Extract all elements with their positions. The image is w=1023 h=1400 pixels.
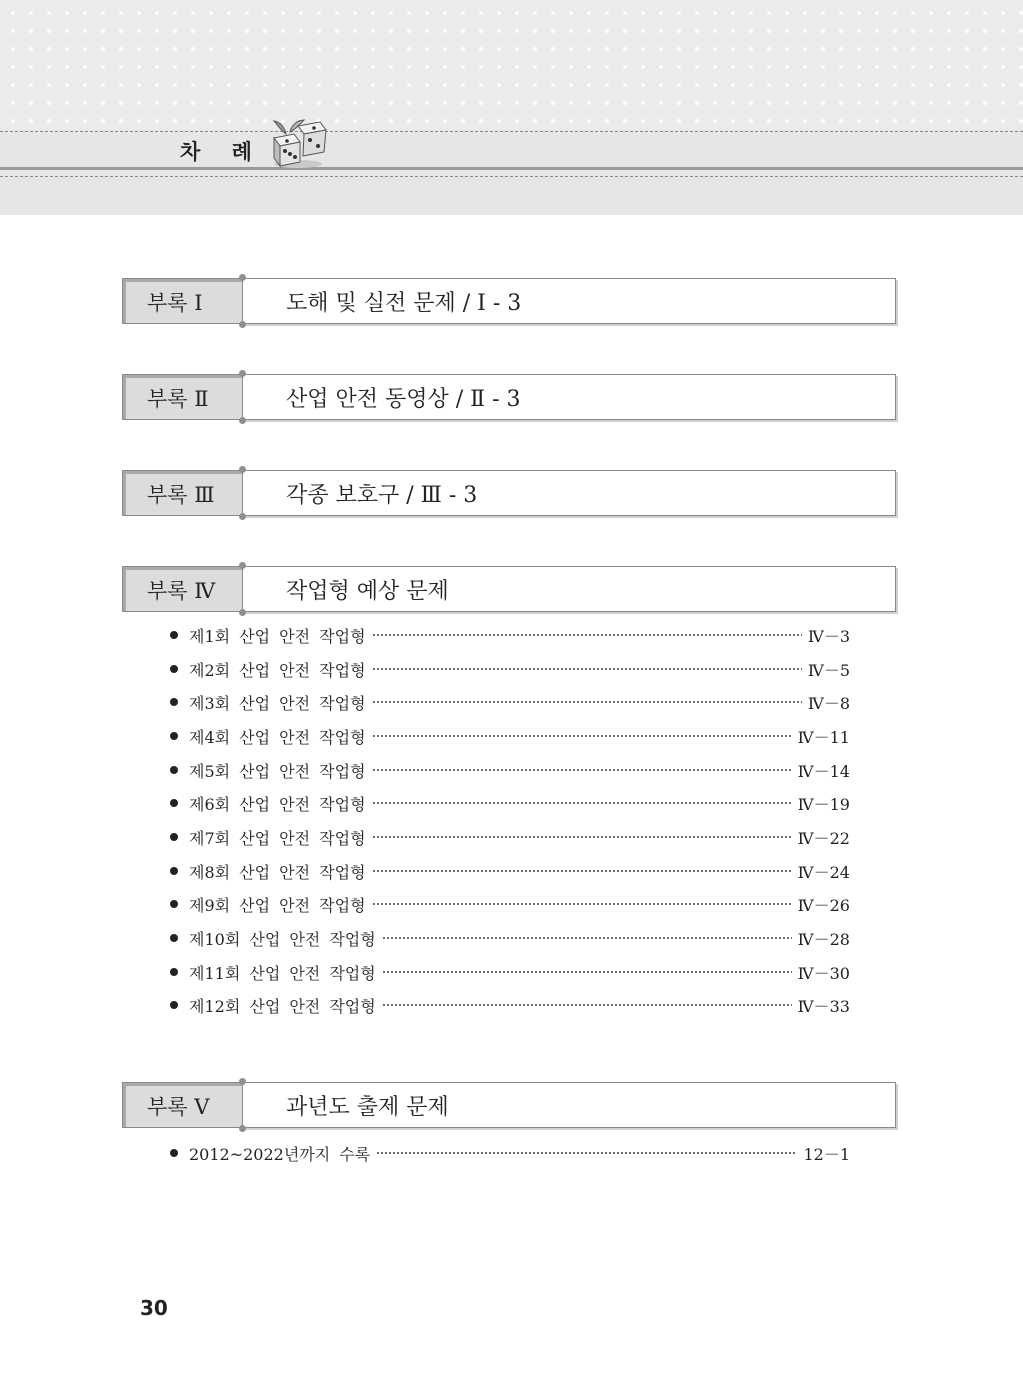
dice-sprout-icon [268,116,330,170]
section-title: 작업형 예상 문제 [286,579,449,604]
entry-page: Ⅳ－24 [797,862,850,882]
connector-dot [239,466,246,473]
toc-entry[interactable] [170,791,850,815]
entry-page: Ⅳ－22 [797,828,850,848]
entry-page: Ⅳ－26 [797,895,850,915]
entry-title: 제9회 산업 안전 작업형 [189,895,366,915]
toc-entry[interactable] [170,892,850,916]
section-label: 부록 Ⅰ [122,278,242,324]
entry-page: Ⅳ－19 [797,794,850,814]
connector-dot [239,513,246,520]
entry-page: Ⅳ－33 [797,996,850,1016]
connector-dot [239,562,246,569]
section-label: 부록 Ⅱ [122,374,242,420]
section-title-box [242,374,896,420]
section-title-box [242,566,896,612]
toc-entry[interactable] [170,825,850,849]
entry-title: 제4회 산업 안전 작업형 [189,727,366,747]
dot-leader [372,870,792,872]
header-dashed-rule-bottom [0,176,1023,177]
dot-leader [372,701,802,703]
entry-title: 제3회 산업 안전 작업형 [189,693,366,713]
entry-title: 제1회 산업 안전 작업형 [189,626,366,646]
entry-title: 제5회 산업 안전 작업형 [189,761,366,781]
dot-leader [382,937,792,939]
dot-leader [372,769,792,771]
toc-entry[interactable] [170,859,850,883]
appendix-1-section [122,278,896,324]
connector-dot [239,1125,246,1132]
toc-entry[interactable] [170,758,850,782]
page-number: 30 [140,1296,168,1320]
page-header [0,0,1023,215]
toc-entry[interactable] [170,657,850,681]
bullet-icon [170,867,178,875]
dot-leader [372,668,802,670]
connector-dot [239,370,246,377]
toc-entry[interactable] [170,690,850,714]
dot-leader [382,1004,792,1006]
section-label: 부록 Ⅲ [122,470,242,516]
toc-heading: 차 례 [180,140,264,164]
bullet-icon [170,665,178,673]
connector-dot [239,321,246,328]
bullet-icon [170,631,178,639]
toc-entry[interactable] [170,993,850,1017]
appendix-4-section [122,566,896,612]
bullet-icon [170,900,178,908]
entry-page: Ⅳ－5 [807,660,850,680]
entry-page: Ⅳ－30 [797,963,850,983]
section-title: 과년도 출제 문제 [286,1095,449,1120]
entry-title: 제12회 산업 안전 작업형 [189,996,376,1016]
bullet-icon [170,799,178,807]
section-title: 산업 안전 동영상 / Ⅱ - 3 [286,387,521,412]
toc-entry[interactable] [170,1141,850,1165]
appendix-5-section [122,1082,896,1128]
bullet-icon [170,968,178,976]
bullet-icon [170,766,178,774]
bullet-icon [170,1149,178,1157]
dot-leader [372,903,792,905]
entry-title: 제8회 산업 안전 작업형 [189,862,366,882]
section-title: 도해 및 실전 문제 / Ⅰ - 3 [286,291,522,316]
dot-leader [372,802,792,804]
entry-page: 12－1 [803,1144,850,1164]
toc-entry[interactable] [170,724,850,748]
dot-leader [372,836,792,838]
entry-page: Ⅳ－11 [797,727,850,747]
header-solid-rule [0,167,1023,170]
bullet-icon [170,833,178,841]
section-label: 부록 Ⅳ [122,566,242,612]
connector-dot [239,417,246,424]
bullet-icon [170,1001,178,1009]
entry-title: 제2회 산업 안전 작업형 [189,660,366,680]
section-title-box [242,278,896,324]
entry-title: 제11회 산업 안전 작업형 [189,963,376,983]
section-title-box [242,1082,896,1128]
appendix-3-section [122,470,896,516]
toc-entry[interactable] [170,623,850,647]
section-title-box [242,470,896,516]
toc-entry[interactable] [170,926,850,950]
section-label: 부록 Ⅴ [122,1082,242,1128]
bullet-icon [170,934,178,942]
entry-title: 제7회 산업 안전 작업형 [189,828,366,848]
entry-title: 2012~2022년까지 수록 [189,1144,371,1164]
dot-leader [372,634,802,636]
dot-leader [372,735,792,737]
entry-page: Ⅳ－3 [807,626,850,646]
bullet-icon [170,698,178,706]
connector-dot [239,609,246,616]
header-band [0,130,1023,215]
dot-leader [382,971,792,973]
connector-dot [239,1078,246,1085]
connector-dot [239,274,246,281]
appendix-2-section [122,374,896,420]
dot-leader [376,1152,797,1154]
entry-page: Ⅳ－28 [797,929,850,949]
header-dashed-rule-top [0,131,1023,132]
toc-entry[interactable] [170,960,850,984]
entry-page: Ⅳ－14 [797,761,850,781]
entry-title: 제10회 산업 안전 작업형 [189,929,376,949]
entry-page: Ⅳ－8 [807,693,850,713]
bullet-icon [170,732,178,740]
section-title: 각종 보호구 / Ⅲ - 3 [286,483,478,508]
entry-title: 제6회 산업 안전 작업형 [189,794,366,814]
